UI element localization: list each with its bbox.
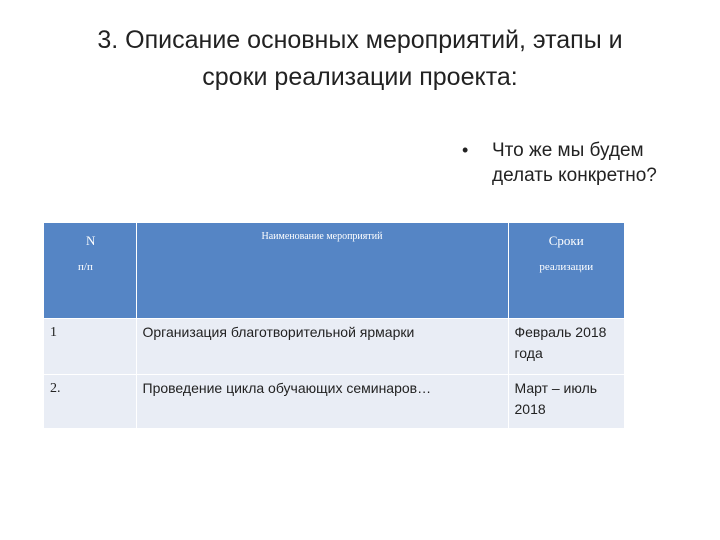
- bullet-dot-icon: •: [462, 140, 469, 160]
- row-term: Март – июль 2018: [508, 375, 624, 429]
- table-row: [44, 375, 624, 429]
- header-number-line-2: п/п: [78, 261, 93, 273]
- header-number: [44, 223, 136, 319]
- slide-title: [60, 22, 660, 96]
- slide-title-line-2: сроки реализации проекта:: [202, 63, 518, 91]
- row-number: 2.: [44, 375, 136, 429]
- row-number: 1: [44, 319, 136, 375]
- row-term: Февраль 2018 года: [508, 319, 624, 375]
- activities-table: [44, 223, 624, 428]
- slide-title-line-1: 3. Описание основных мероприятий, этапы и: [97, 26, 623, 54]
- table-header-row: [44, 223, 624, 319]
- row-activity-name: Проведение цикла обучающих семинаров…: [136, 375, 508, 429]
- header-term-line-1: Сроки: [548, 233, 584, 248]
- header-activity-name-label: Наименование мероприятий: [261, 231, 383, 242]
- table-row: [44, 319, 624, 375]
- row-activity-name: Организация благотворительной ярмарки: [136, 319, 508, 375]
- header-activity-name: [136, 223, 508, 319]
- bullet-text: Что же мы будем делать конкретно?: [492, 140, 657, 186]
- header-number-line-1: N: [86, 233, 96, 248]
- header-term: [508, 223, 624, 319]
- header-term-line-2: реализации: [539, 261, 594, 273]
